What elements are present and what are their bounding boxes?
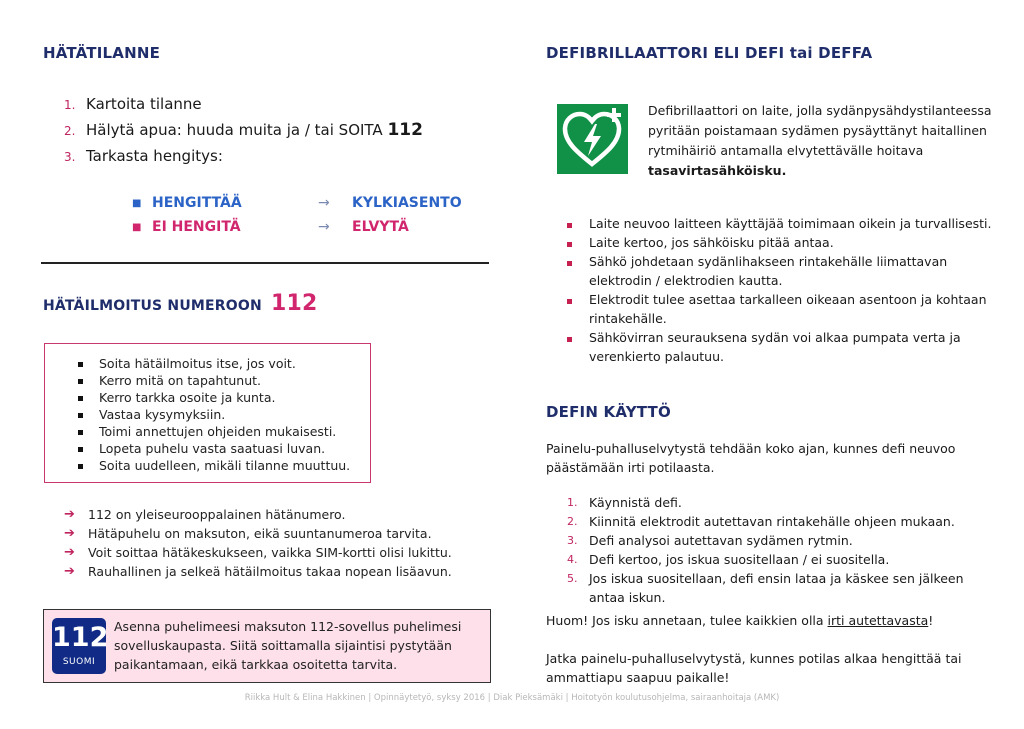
- defi-usage-intro: Painelu-puhalluselvytystä tehdään koko ajan, kunnes defi neuvoo päästämään irti potilaasta.: [546, 441, 956, 475]
- heading-hatailmoitus: HÄTÄILMOITUS NUMEROON 112: [43, 291, 318, 316]
- bullet-icon: [567, 337, 572, 342]
- list-item: ➔ Rauhallinen ja selkeä hätäilmoitus takaa nopean lisäavun.: [64, 564, 452, 579]
- defi-steps: [567, 493, 997, 607]
- emergency-step: 3. Tarkasta hengitys:: [64, 147, 223, 165]
- list-item: 1. Käynnistä defi.: [567, 495, 682, 510]
- heading-defibrillaattori: DEFIBRILLAATTORI ELI DEFI tai DEFFA: [546, 44, 873, 62]
- arrow-right-icon: ➔: [64, 507, 75, 522]
- list-item: ➔ Voit soittaa hätäkeskukseen, vaikka SIM-kortti olisi lukittu.: [64, 545, 452, 560]
- bullet-icon: ■: [132, 221, 142, 233]
- section-divider: [41, 262, 489, 264]
- breathing-decision: [132, 191, 462, 239]
- list-item: 5. Jos iskua suositellaan, defi ensin lataa ja käskee sen jälkeen antaa iskun.: [567, 571, 964, 605]
- emergency-112-logo: 112 SUOMI: [52, 618, 106, 674]
- list-item: Lopeta puhelu vasta saatuasi luvan.: [99, 441, 370, 458]
- list-item: Kerro tarkka osoite ja kunta.: [99, 390, 370, 407]
- bullet-icon: [567, 242, 572, 247]
- app-info-text: Asenna puhelimeesi maksuton 112-sovellus puhelimesi sovelluskaupasta. Siitä soittamalla sijaintisi pystytään paikantamaan, eikä tarkkaa osoitetta tarvita.: [114, 619, 462, 672]
- arrow-right-icon: →: [318, 219, 330, 235]
- defi-intro: Defibrillaattori on laite, jolla sydänpysähdystilanteessa pyritään poistamaan sydämen pysäyttänyt haitallinen rytmihäiriö antamalla elvytettävälle hoitava tasavirtasähköisku.: [648, 103, 992, 178]
- list-item: ➔ 112 on yleiseurooppalainen hätänumero.: [64, 507, 346, 522]
- breathing-row: ■ EI HENGITÄ → ELVYTÄ: [132, 219, 409, 235]
- arrow-right-icon: ➔: [64, 526, 75, 541]
- bullet-icon: [567, 223, 572, 228]
- aed-heart-icon: [557, 104, 628, 174]
- list-item: Vastaa kysymyksiin.: [99, 407, 370, 424]
- heading-hatatilanne: HÄTÄTILANNE: [43, 44, 161, 62]
- list-item: Toimi annettujen ohjeiden mukaisesti.: [99, 424, 370, 441]
- breathing-row: ■ HENGITTÄÄ → KYLKIASENTO: [132, 195, 462, 211]
- warning-note: Huom! Jos isku annetaan, tulee kaikkien olla irti autettavasta!: [546, 613, 934, 628]
- list-item: 4. Defi kertoo, jos iskua suositellaan / ei suositella.: [567, 552, 890, 567]
- footer: Riikka Hult & Elina Hakkinen | Opinnäytetyö, syksy 2016 | Diak Pieksämäki | Hoitotyön koulutusohjelma, sairaanhoitaja (AMK): [244, 693, 780, 703]
- list-item: 3. Defi analysoi autettavan sydämen rytmin.: [567, 533, 853, 548]
- emergency-steps: [64, 94, 504, 172]
- bullet-icon: [567, 261, 572, 266]
- list-item: ➔ Hätäpuhelu on maksuton, eikä suuntanumeroa tarvita.: [64, 526, 432, 541]
- emergency-step: 2. Hälytä apua: huuda muita ja / tai SOITA 112: [64, 120, 423, 140]
- facts-list: [64, 505, 452, 581]
- list-item: Elektrodit tulee asettaa tarkalleen oikeaan asentoon ja kohtaan rintakehälle.: [567, 290, 997, 328]
- continue-cpr-text: Jatka painelu-puhalluselvytystä, kunnes potilas alkaa hengittää tai ammattiapu saapuu paikalle!: [546, 651, 962, 685]
- list-item: Laite neuvoo laitteen käyttäjää toimimaan oikein ja turvallisesti.: [567, 214, 997, 233]
- list-item: Soita hätäilmoitus itse, jos voit.: [99, 356, 370, 373]
- defi-facts-list: [567, 214, 997, 366]
- bullet-icon: [567, 299, 572, 304]
- list-item: Kerro mitä on tapahtunut.: [99, 373, 370, 390]
- list-item: Sähkö johdetaan sydänlihakseen rintakehälle liimattavan elektrodin / elektrodien kautta.: [567, 252, 997, 290]
- heading-112: 112: [270, 291, 318, 316]
- arrow-right-icon: →: [318, 195, 330, 211]
- list-item: Sähkövirran seurauksena sydän voi alkaa pumpata verta ja verenkierto palautuu.: [567, 328, 997, 366]
- app-info-box: [43, 609, 491, 683]
- call-instructions-list: [45, 344, 370, 475]
- list-item: 2. Kiinnitä elektrodit autettavan rintakehälle ohjeen mukaan.: [567, 514, 955, 529]
- arrow-right-icon: ➔: [64, 545, 75, 560]
- bullet-icon: ■: [132, 197, 142, 209]
- list-item: Soita uudelleen, mikäli tilanne muuttuu.: [99, 458, 370, 475]
- list-item: Laite kertoo, jos sähköisku pitää antaa.: [567, 233, 997, 252]
- emergency-step: 1. Kartoita tilanne: [64, 95, 202, 113]
- heading-defin-kaytto: DEFIN KÄYTTÖ: [546, 403, 671, 421]
- arrow-right-icon: ➔: [64, 564, 75, 579]
- call-instructions-box: [44, 343, 371, 483]
